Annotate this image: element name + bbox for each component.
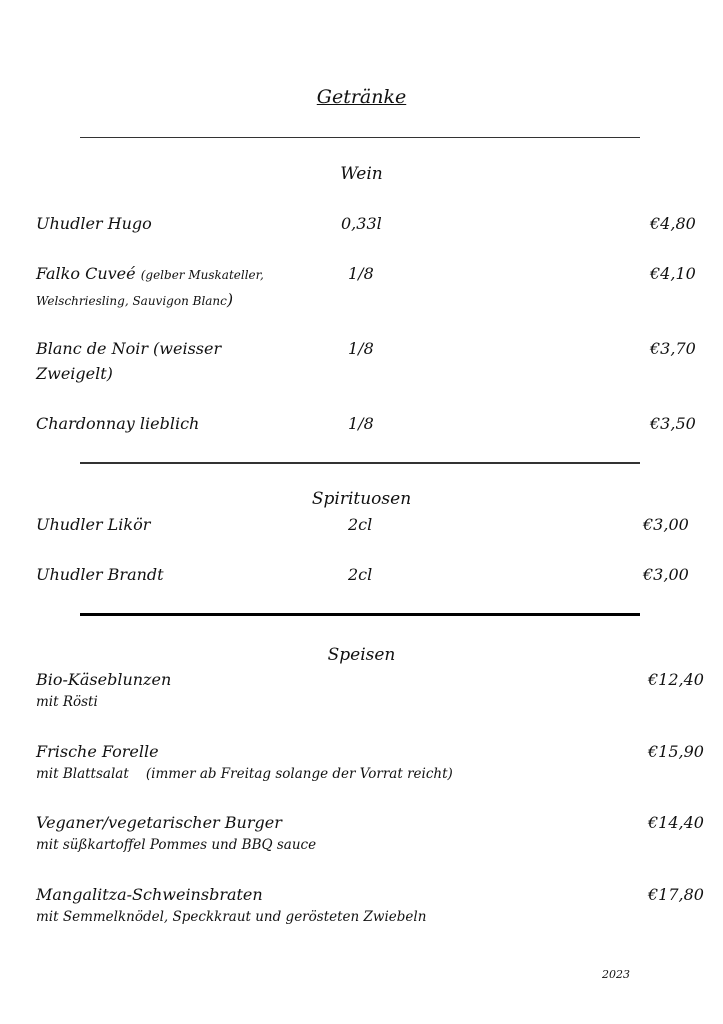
dish-name: Bio-Käseblunzen [36, 670, 172, 689]
menu-item-detail-wrap [36, 290, 233, 309]
menu-item-name: Blanc de Noir (weisser [36, 339, 222, 358]
divider [80, 137, 640, 138]
dish-description: mit süßkartoffel Pommes und BBQ sauce [36, 837, 317, 853]
dish-name: Veganer/vegetarischer Burger [36, 813, 282, 832]
menu-item-price: €4,10 [650, 264, 696, 283]
dish-price: €15,90 [648, 742, 704, 761]
menu-item-quantity: 1/8 [348, 264, 374, 283]
dish-description: mit Semmelknödel, Speckkraut und gerösteten Zwiebeln [36, 909, 427, 925]
menu-item-name: Chardonnay lieblich [36, 414, 200, 433]
menu-item-name: Uhudler Hugo [36, 214, 152, 233]
menu-item-name: Uhudler Likör [36, 515, 151, 534]
dish-name: Mangalitza-Schweinsbraten [36, 885, 263, 904]
dish-price: €12,40 [648, 670, 704, 689]
dish-price: €14,40 [648, 813, 704, 832]
footer-year: 2023 [602, 968, 630, 981]
dish-description: mit Blattsalat (immer ab Freitag solange der Vorrat reicht) [36, 766, 453, 782]
section-heading-speisen: Speisen [327, 645, 396, 665]
dish-price: €17,80 [648, 885, 704, 904]
menu-item-name: Uhudler Brandt [36, 565, 164, 584]
menu-item-name: Zweigelt) [36, 364, 113, 383]
menu-item-quantity: 2cl [348, 565, 373, 584]
menu-item-price: €3,00 [643, 565, 689, 584]
menu-item-name-wrap [36, 264, 264, 283]
dish-name: Frische Forelle [36, 742, 159, 761]
menu-item-name: Falko Cuveé [36, 264, 136, 283]
divider [80, 613, 640, 616]
menu-item-price: €3,00 [643, 515, 689, 534]
divider [80, 462, 640, 464]
menu-item-detail: (gelber Muskateller, [140, 268, 264, 282]
menu-item-price: €3,50 [650, 414, 696, 433]
menu-item-quantity: 1/8 [348, 414, 374, 433]
menu-item-quantity: 1/8 [348, 339, 374, 358]
menu-item-detail: Welschriesling, Sauvigon Blanc [36, 294, 227, 308]
page-title: Getränke [316, 86, 407, 108]
menu-item-detail-close: ) [226, 290, 234, 309]
section-heading-wein: Wein [340, 164, 383, 184]
section-heading-spirituosen: Spirituosen [311, 489, 412, 509]
menu-item-price: €3,70 [650, 339, 696, 358]
menu-item-quantity: 0,33l [341, 214, 382, 233]
dish-description: mit Rösti [36, 694, 98, 710]
menu-item-price: €4,80 [650, 214, 696, 233]
menu-item-quantity: 2cl [348, 515, 373, 534]
